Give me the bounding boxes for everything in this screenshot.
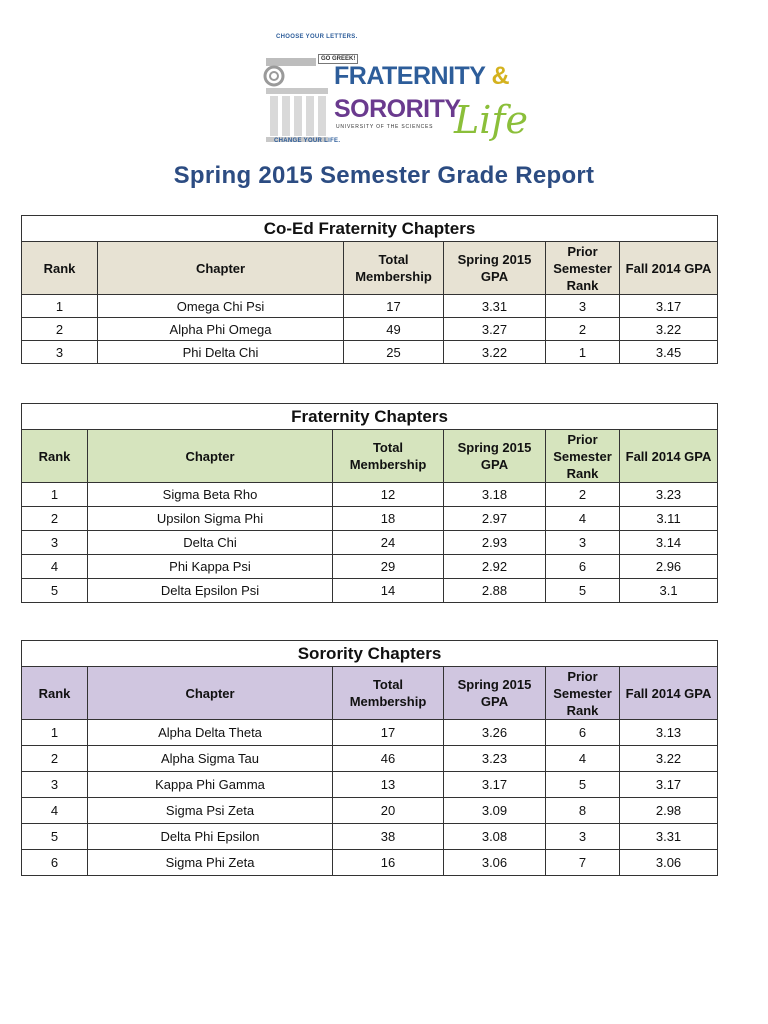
- cell-fall-gpa: 3.14: [620, 531, 718, 555]
- header-spring-gpa: Spring 2015 GPA: [444, 242, 546, 295]
- cell-members: 18: [333, 507, 444, 531]
- cell-chapter: Delta Phi Epsilon: [88, 824, 333, 850]
- header-fall-gpa: Fall 2014 GPA: [620, 667, 718, 720]
- cell-members: 17: [344, 295, 444, 318]
- header-spring-gpa: Spring 2015 GPA: [444, 667, 546, 720]
- cell-fall-gpa: 3.22: [620, 746, 718, 772]
- cell-chapter: Sigma Psi Zeta: [88, 798, 333, 824]
- cell-spring-gpa: 3.22: [444, 341, 546, 364]
- page-title: Spring 2015 Semester Grade Report: [173, 162, 595, 189]
- cell-fall-gpa: 2.98: [620, 798, 718, 824]
- cell-members: 38: [333, 824, 444, 850]
- cell-prior-rank: 2: [546, 483, 620, 507]
- cell-rank: 1: [22, 295, 98, 318]
- header-total-membership: Total Membership: [333, 430, 444, 483]
- table-header-row: [22, 242, 718, 295]
- cell-prior-rank: 3: [546, 531, 620, 555]
- cell-chapter: Phi Kappa Psi: [88, 555, 333, 579]
- cell-rank: 2: [22, 507, 88, 531]
- header-chapter: Chapter: [88, 430, 333, 483]
- table-row: [22, 341, 718, 364]
- header-total-membership: Total Membership: [333, 667, 444, 720]
- logo-fraternity: [334, 62, 509, 91]
- cell-spring-gpa: 3.26: [444, 720, 546, 746]
- fraternity-table: [21, 403, 718, 603]
- logo-life: Life: [454, 98, 528, 142]
- cell-spring-gpa: 3.31: [444, 295, 546, 318]
- logo-university: UNIVERSITY OF THE SCIENCES: [336, 124, 434, 130]
- cell-prior-rank: 5: [546, 772, 620, 798]
- table-header-row: [22, 430, 718, 483]
- cell-fall-gpa: 3.1: [620, 579, 718, 603]
- cell-rank: 1: [22, 483, 88, 507]
- table-header-row: [22, 667, 718, 720]
- cell-members: 12: [333, 483, 444, 507]
- table-row: [22, 746, 718, 772]
- header-rank: Rank: [22, 667, 88, 720]
- fsl-logo: [262, 34, 528, 156]
- cell-spring-gpa: 3.08: [444, 824, 546, 850]
- logo-tagline-top: CHOOSE YOUR LETTERS.: [276, 34, 358, 40]
- cell-fall-gpa: 2.96: [620, 555, 718, 579]
- cell-fall-gpa: 3.13: [620, 720, 718, 746]
- cell-chapter: Phi Delta Chi: [98, 341, 344, 364]
- cell-prior-rank: 6: [546, 555, 620, 579]
- table-row: [22, 318, 718, 341]
- cell-prior-rank: 1: [546, 341, 620, 364]
- cell-rank: 4: [22, 555, 88, 579]
- cell-chapter: Alpha Phi Omega: [98, 318, 344, 341]
- cell-spring-gpa: 3.18: [444, 483, 546, 507]
- table-caption: Sorority Chapters: [22, 641, 718, 667]
- cell-fall-gpa: 3.22: [620, 318, 718, 341]
- cell-chapter: Upsilon Sigma Phi: [88, 507, 333, 531]
- logo-go-greek: GO GREEK!: [318, 54, 358, 64]
- sorority-table: [21, 640, 718, 876]
- cell-prior-rank: 5: [546, 579, 620, 603]
- header-fall-gpa: Fall 2014 GPA: [620, 242, 718, 295]
- logo-fraternity-text: FRATERNITY: [334, 62, 486, 90]
- cell-chapter: Sigma Beta Rho: [88, 483, 333, 507]
- cell-fall-gpa: 3.45: [620, 341, 718, 364]
- header-chapter: Chapter: [88, 667, 333, 720]
- cell-members: 25: [344, 341, 444, 364]
- cell-prior-rank: 4: [546, 507, 620, 531]
- cell-members: 13: [333, 772, 444, 798]
- cell-members: 29: [333, 555, 444, 579]
- cell-rank: 3: [22, 772, 88, 798]
- cell-rank: 1: [22, 720, 88, 746]
- cell-rank: 4: [22, 798, 88, 824]
- cell-members: 17: [333, 720, 444, 746]
- table-row: [22, 824, 718, 850]
- cell-prior-rank: 8: [546, 798, 620, 824]
- table-caption: Fraternity Chapters: [22, 404, 718, 430]
- table-row: [22, 579, 718, 603]
- header-fall-gpa: Fall 2014 GPA: [620, 430, 718, 483]
- table-row: [22, 555, 718, 579]
- header-prior-rank: Prior Semester Rank: [546, 242, 620, 295]
- table-row: [22, 772, 718, 798]
- cell-chapter: Omega Chi Psi: [98, 295, 344, 318]
- logo-ampersand: &: [491, 62, 510, 90]
- cell-prior-rank: 6: [546, 720, 620, 746]
- table-row: [22, 531, 718, 555]
- cell-chapter: Delta Chi: [88, 531, 333, 555]
- table-row: [22, 798, 718, 824]
- header-prior-rank: Prior Semester Rank: [546, 667, 620, 720]
- table-row: [22, 507, 718, 531]
- cell-rank: 5: [22, 579, 88, 603]
- cell-rank: 5: [22, 824, 88, 850]
- cell-spring-gpa: 2.92: [444, 555, 546, 579]
- cell-rank: 6: [22, 850, 88, 876]
- cell-spring-gpa: 3.17: [444, 772, 546, 798]
- cell-rank: 2: [22, 746, 88, 772]
- cell-spring-gpa: 2.93: [444, 531, 546, 555]
- table-row: [22, 483, 718, 507]
- cell-chapter: Delta Epsilon Psi: [88, 579, 333, 603]
- header-chapter: Chapter: [98, 242, 344, 295]
- header-prior-rank: Prior Semester Rank: [546, 430, 620, 483]
- header-spring-gpa: Spring 2015 GPA: [444, 430, 546, 483]
- cell-members: 16: [333, 850, 444, 876]
- cell-chapter: Alpha Sigma Tau: [88, 746, 333, 772]
- header-total-membership: Total Membership: [344, 242, 444, 295]
- table-caption: Co-Ed Fraternity Chapters: [22, 216, 718, 242]
- cell-members: 24: [333, 531, 444, 555]
- header-rank: Rank: [22, 242, 98, 295]
- cell-members: 14: [333, 579, 444, 603]
- cell-chapter: Alpha Delta Theta: [88, 720, 333, 746]
- table-row: [22, 720, 718, 746]
- cell-prior-rank: 3: [546, 824, 620, 850]
- logo-sorority: SORORITY: [334, 95, 461, 123]
- cell-members: 49: [344, 318, 444, 341]
- cell-fall-gpa: 3.17: [620, 295, 718, 318]
- header-rank: Rank: [22, 430, 88, 483]
- cell-members: 20: [333, 798, 444, 824]
- cell-prior-rank: 2: [546, 318, 620, 341]
- cell-fall-gpa: 3.06: [620, 850, 718, 876]
- cell-prior-rank: 3: [546, 295, 620, 318]
- cell-spring-gpa: 3.09: [444, 798, 546, 824]
- cell-prior-rank: 4: [546, 746, 620, 772]
- cell-rank: 2: [22, 318, 98, 341]
- cell-rank: 3: [22, 341, 98, 364]
- cell-chapter: Sigma Phi Zeta: [88, 850, 333, 876]
- cell-fall-gpa: 3.17: [620, 772, 718, 798]
- cell-fall-gpa: 3.31: [620, 824, 718, 850]
- table-row: [22, 295, 718, 318]
- table-row: [22, 850, 718, 876]
- cell-chapter: Kappa Phi Gamma: [88, 772, 333, 798]
- cell-spring-gpa: 2.88: [444, 579, 546, 603]
- cell-spring-gpa: 3.27: [444, 318, 546, 341]
- coed-fraternity-table: [21, 215, 718, 364]
- cell-rank: 3: [22, 531, 88, 555]
- cell-members: 46: [333, 746, 444, 772]
- logo-tagline-bottom: CHANGE YOUR LIFE.: [274, 138, 341, 144]
- cell-spring-gpa: 2.97: [444, 507, 546, 531]
- cell-spring-gpa: 3.23: [444, 746, 546, 772]
- cell-spring-gpa: 3.06: [444, 850, 546, 876]
- cell-prior-rank: 7: [546, 850, 620, 876]
- cell-fall-gpa: 3.11: [620, 507, 718, 531]
- cell-fall-gpa: 3.23: [620, 483, 718, 507]
